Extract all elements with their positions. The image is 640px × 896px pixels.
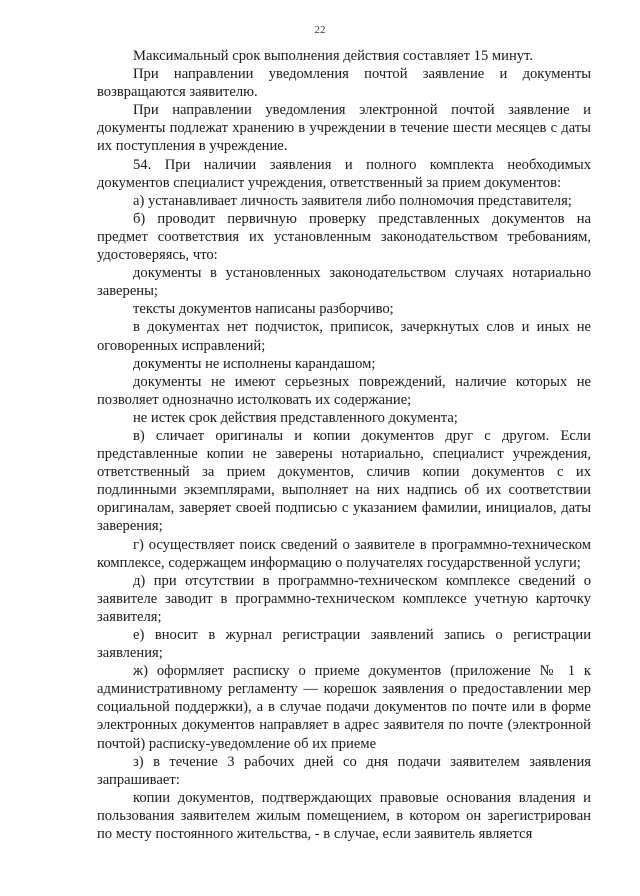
paragraph-legible: тексты документов написаны разборчиво;	[133, 301, 394, 318]
paragraph-item-z: з) в течение 3 рабочих дней со дня подачи заявителем заявления запрашивает:	[97, 753, 591, 788]
page-number: 22	[314, 24, 326, 36]
paragraph-not-expired: не истек срок действия представленного документа;	[133, 409, 458, 426]
paragraph-notarized: документы в установленных законодательством случаях нотариально заверены;	[97, 265, 591, 300]
document-body	[97, 47, 591, 843]
paragraph-item-d: д) при отсутствии в программно-техническом комплексе сведений о заявителе заводит в программно-техническом комплексе учетную карточку заявителя;	[97, 572, 591, 625]
paragraph-no-damage: документы не имеют серьезных повреждений, наличие которых не позволяет однозначно истолковать их содержание;	[97, 373, 591, 408]
paragraph-ownership-docs: копии документов, подтверждающих правовые основания владения и пользования заявителем жилым помещением, в котором он зарегистрирован по месту постоянного жительства, - в случае, если заявитель является	[97, 789, 591, 843]
paragraph-item-e: е) вносит в журнал регистрации заявлений запись о регистрации заявления;	[97, 627, 591, 662]
paragraph-item-v: в) сличает оригиналы и копии документов друг с другом. Если представленные копии не заверены нотариально, специалист учреждения, ответственный за прием документов, сличив копии документов с их подлинными экземплярами, выполняет на них надпись об их соответствии оригиналам, заверяет своей подписью с указанием фамилии, инициалов, даты заверения;	[97, 427, 591, 535]
paragraph-item-g: г) осуществляет поиск сведений о заявителе в программно-техническом комплексе, содержащем информацию о получателях государственной услуги;	[97, 536, 591, 571]
paragraph-email-storage: При направлении уведомления электронной почтой заявление и документы подлежат хранению в учреждении в течение шести месяцев с даты их поступления в учреждение.	[97, 102, 591, 155]
paragraph-clause-54: 54. При наличии заявления и полного комплекта необходимых документов специалист учреждения, ответственный за прием документов:	[97, 156, 591, 191]
paragraph-item-a: а) устанавливает личность заявителя либо полномочия представителя;	[133, 192, 572, 209]
paragraph-no-pencil: документы не исполнены карандашом;	[133, 355, 376, 372]
paragraph-item-zh: ж) оформляет расписку о приеме документов (приложение № 1 к административному регламенту — корешок заявления о предоставлении мер социальной поддержки), а в случае подачи документов по почте или в форме электронных документов направляет в адрес заявителя по почте (электронной почтой) расписку-уведомление об их приеме	[97, 663, 591, 752]
paragraph-no-corrections: в документах нет подчисток, приписок, зачеркнутых слов и иных не оговоренных исправлений;	[97, 319, 591, 354]
paragraph-item-b: б) проводит первичную проверку представленных документов на предмет соответствия их установленным законодательством требованиям, удостоверяясь, что:	[97, 210, 591, 264]
paragraph-mail-return: При направлении уведомления почтой заявление и документы возвращаются заявителю.	[97, 66, 591, 101]
paragraph-max-duration: Максимальный срок выполнения действия составляет 15 минут.	[133, 48, 533, 64]
